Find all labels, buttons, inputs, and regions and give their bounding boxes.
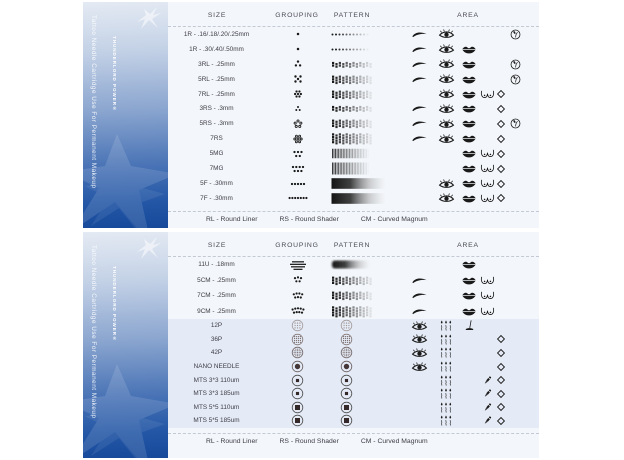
beauty-mark-icon	[492, 191, 510, 206]
legend-rs: RS - Round Shader	[279, 215, 339, 223]
size-label: MTS 3*3 185um	[193, 390, 240, 398]
area-icons	[408, 87, 539, 102]
eyebrow-icon	[410, 288, 428, 304]
pattern-checker-swatch	[330, 304, 410, 320]
lips-icon	[460, 161, 478, 176]
header-area: AREA	[457, 242, 479, 249]
table-row	[168, 191, 539, 206]
beauty-mark-icon	[492, 360, 510, 374]
pattern-checker-swatch	[330, 57, 410, 72]
header-grouping: GROUPING	[275, 242, 319, 249]
table-row	[168, 333, 539, 347]
table-row	[168, 360, 539, 374]
table-row	[168, 131, 539, 146]
area-icons	[408, 116, 539, 131]
table-row	[168, 161, 539, 176]
beauty-mark-icon	[492, 176, 510, 191]
dot-7-grouping-icon	[265, 87, 330, 102]
table-row	[168, 319, 539, 333]
header-size: SIZE	[207, 242, 227, 249]
panel-bottom	[0, 230, 624, 460]
legend-rl: RL - Round Liner	[206, 215, 258, 223]
eye-icon	[437, 116, 455, 131]
areola-icon	[478, 273, 496, 289]
lips-icon	[460, 304, 478, 320]
needle-stand-icon	[460, 319, 478, 333]
size-label: 1R - .30/.40/.50mm	[189, 45, 244, 53]
sidebar-caption: Tattoo Needle Cartridge Use For Permanent Makeup	[90, 15, 97, 189]
size-label: 36P	[210, 335, 223, 343]
eye-icon	[437, 72, 455, 87]
size-label: 9CM - .25mm	[197, 307, 236, 315]
header-grouping: GROUPING	[275, 12, 319, 19]
pattern-checker-swatch	[330, 131, 410, 146]
area-icons	[408, 304, 539, 320]
table-1	[168, 2, 539, 228]
area-icons	[408, 333, 539, 347]
eye-icon	[437, 191, 455, 206]
area-icons	[408, 102, 539, 117]
dot-1-grouping-icon	[265, 42, 330, 57]
table-row	[168, 304, 539, 320]
skin-drops-icon	[437, 373, 455, 387]
lips-icon	[460, 116, 478, 131]
eye-icon	[410, 319, 428, 333]
header-area: AREA	[457, 12, 479, 19]
pattern-icon-swatch	[330, 414, 420, 428]
dot-7ring-grouping-icon	[265, 131, 330, 146]
eye-icon	[410, 333, 428, 347]
area-icons	[408, 176, 539, 191]
area-icons	[408, 288, 539, 304]
header-size: SIZE	[207, 12, 227, 19]
table-row	[168, 273, 539, 289]
table-row	[168, 401, 539, 415]
area-icons	[408, 257, 539, 273]
pattern-stripes-swatch	[330, 161, 410, 176]
mag-7-grouping-icon	[265, 161, 330, 176]
sidebar	[83, 232, 168, 458]
beauty-mark-icon	[492, 87, 510, 102]
cm-7-grouping-icon	[265, 288, 330, 304]
table-row	[168, 373, 539, 387]
size-label: 7RS	[210, 135, 223, 143]
pattern-checker-swatch	[330, 87, 410, 102]
size-label: 5RS - .3mm	[199, 120, 234, 128]
sidebar	[83, 2, 168, 228]
mts-3-grouping-icon	[265, 373, 330, 387]
beauty-mark-icon	[492, 346, 510, 360]
mts-5-grouping-icon	[265, 414, 330, 428]
size-label: 5MG	[209, 150, 224, 158]
table-header	[168, 239, 539, 257]
pattern-solid-swatch	[330, 191, 410, 206]
size-label: 3RS - .3mm	[199, 105, 234, 113]
skin-drops-icon	[437, 319, 455, 333]
dot-1-grouping-icon	[265, 27, 330, 42]
lips-icon	[460, 273, 478, 289]
p-36-grouping-icon	[265, 333, 330, 347]
pattern-icon-swatch	[330, 319, 420, 333]
pattern-icon-swatch	[330, 387, 420, 401]
eye-icon	[437, 57, 455, 72]
hair-follicle-icon	[506, 27, 524, 42]
lips-icon	[460, 191, 478, 206]
table-row	[168, 57, 539, 72]
size-label: 11U - .18mm	[198, 261, 235, 269]
lips-icon	[460, 42, 478, 57]
lips-icon	[460, 102, 478, 117]
header-pattern: PATTERN	[333, 12, 371, 19]
pattern-icon-swatch	[330, 333, 420, 347]
p-12-grouping-icon	[265, 319, 330, 333]
beauty-mark-icon	[492, 161, 510, 176]
eyebrow-icon	[410, 131, 428, 146]
eye-icon	[410, 346, 428, 360]
area-icons	[408, 57, 539, 72]
eye-icon	[437, 131, 455, 146]
table-row	[168, 27, 539, 42]
p-42-grouping-icon	[265, 346, 330, 360]
pattern-checker-swatch	[330, 102, 410, 117]
size-label: 42P	[210, 349, 223, 357]
size-label: 3RL - .25mm	[198, 60, 235, 68]
table-2	[168, 232, 539, 458]
lips-icon	[460, 72, 478, 87]
table-row	[168, 87, 539, 102]
areola-icon	[478, 304, 496, 320]
eye-icon	[437, 42, 455, 57]
watermark-logo-icon	[83, 134, 168, 228]
lips-icon	[460, 146, 478, 161]
area-icons	[408, 191, 539, 206]
area-icons	[408, 131, 539, 146]
size-label: 7MG	[209, 165, 224, 173]
table-row	[168, 346, 539, 360]
pattern-solid-swatch	[330, 176, 410, 191]
pattern-smudge-swatch	[330, 257, 410, 273]
table-row	[168, 102, 539, 117]
pattern-checker-swatch	[330, 273, 410, 289]
area-icons	[408, 346, 539, 360]
beauty-mark-icon	[492, 401, 510, 415]
flat-5-grouping-icon	[265, 176, 330, 191]
watermark-logo-icon	[83, 364, 168, 458]
table-row	[168, 414, 539, 428]
table-row	[168, 387, 539, 401]
eye-icon	[437, 87, 455, 102]
eyebrow-icon	[410, 273, 428, 289]
dot-5ring-grouping-icon	[265, 116, 330, 131]
area-icons	[408, 42, 539, 57]
size-label: 7CM - .25mm	[197, 292, 236, 300]
lips-icon	[460, 176, 478, 191]
pattern-checker-swatch	[330, 72, 410, 87]
area-icons	[408, 401, 539, 415]
pattern-icon-swatch	[330, 401, 420, 415]
size-label: 7F - .30mm	[200, 194, 233, 202]
lines-grouping-icon	[265, 257, 330, 273]
area-icons	[408, 414, 539, 428]
cm-5-grouping-icon	[265, 273, 330, 289]
beauty-mark-icon	[492, 414, 510, 428]
mts-5-grouping-icon	[265, 401, 330, 415]
sidebar-brand: THUNDERLORD POWER®	[112, 266, 117, 342]
legend	[168, 433, 539, 445]
size-label: MTS 5*5 185um	[193, 417, 240, 425]
beauty-mark-icon	[492, 333, 510, 347]
beauty-mark-icon	[492, 131, 510, 146]
skin-drops-icon	[437, 346, 455, 360]
skin-drops-icon	[437, 387, 455, 401]
skin-drops-icon	[437, 414, 455, 428]
area-icons	[408, 161, 539, 176]
eyebrow-icon	[410, 42, 428, 57]
size-label: MTS 3*3 110um	[193, 376, 240, 384]
eyebrow-icon	[410, 27, 428, 42]
area-icons	[408, 72, 539, 87]
hair-follicle-icon	[506, 57, 524, 72]
lips-icon	[460, 288, 478, 304]
pattern-icon-swatch	[330, 360, 420, 374]
table-row	[168, 146, 539, 161]
area-icons	[408, 373, 539, 387]
area-icons	[408, 387, 539, 401]
areola-icon	[478, 288, 496, 304]
pattern-stripes-swatch	[330, 146, 410, 161]
eyebrow-icon	[410, 102, 428, 117]
lips-icon	[460, 257, 478, 273]
size-label: 5RL - .25mm	[198, 75, 235, 83]
eyebrow-icon	[410, 116, 428, 131]
eye-icon	[410, 360, 428, 374]
sidebar-caption: Tattoo Needle Cartridge Use For Permanent Makeup	[90, 245, 97, 419]
dot-5x-grouping-icon	[265, 72, 330, 87]
eye-icon	[437, 27, 455, 42]
legend-rl: RL - Round Liner	[206, 437, 258, 445]
flat-7-grouping-icon	[265, 191, 330, 206]
eye-icon	[437, 102, 455, 117]
eyebrow-icon	[410, 304, 428, 320]
hair-follicle-icon	[506, 116, 524, 131]
size-label: MTS 5*5 110um	[193, 403, 240, 411]
skin-drops-icon	[437, 333, 455, 347]
table-row	[168, 257, 539, 273]
pattern-dots-swatch	[330, 27, 410, 42]
area-icons	[408, 319, 539, 333]
size-label: 5CM - .25mm	[197, 276, 236, 284]
nano-grouping-icon	[265, 360, 330, 374]
beauty-mark-icon	[492, 146, 510, 161]
mag-5-grouping-icon	[265, 146, 330, 161]
eyebrow-icon	[410, 72, 428, 87]
pattern-checker-swatch	[330, 288, 410, 304]
table-row	[168, 42, 539, 57]
size-label: NANO NEEDLE	[193, 363, 240, 371]
beauty-mark-icon	[492, 102, 510, 117]
pattern-icon-swatch	[330, 373, 420, 387]
size-label: 7RL - .25mm	[198, 90, 235, 98]
hair-follicle-icon	[506, 72, 524, 87]
eye-icon	[437, 176, 455, 191]
area-icons	[408, 273, 539, 289]
lips-icon	[460, 87, 478, 102]
table-row	[168, 72, 539, 87]
table-rows	[168, 27, 539, 206]
pattern-checker-swatch	[330, 116, 410, 131]
skin-drops-icon	[437, 360, 455, 374]
size-label: 12P	[210, 322, 223, 330]
header-pattern: PATTERN	[333, 242, 371, 249]
table-row	[168, 116, 539, 131]
lips-icon	[460, 131, 478, 146]
legend-cm: CM - Curved Magnum	[360, 215, 428, 223]
skin-drops-icon	[437, 401, 455, 415]
brand-logo-icon	[135, 237, 161, 259]
mts-3-grouping-icon	[265, 387, 330, 401]
table-row	[168, 288, 539, 304]
pattern-icon-swatch	[330, 346, 420, 360]
area-icons	[408, 360, 539, 374]
table-row	[168, 176, 539, 191]
beauty-mark-icon	[492, 373, 510, 387]
table-rows	[168, 257, 539, 428]
dot-3s-grouping-icon	[265, 102, 330, 117]
sidebar-brand: THUNDERLORD POWER®	[112, 36, 117, 112]
brand-logo-icon	[135, 7, 161, 29]
beauty-mark-icon	[492, 387, 510, 401]
cm-9-grouping-icon	[265, 304, 330, 320]
lips-icon	[460, 57, 478, 72]
size-label: 1R - .16/.18/.20/.25mm	[183, 30, 250, 38]
pattern-dots-swatch	[330, 42, 410, 57]
area-icons	[408, 27, 539, 42]
legend-cm: CM - Curved Magnum	[360, 437, 428, 445]
eyebrow-icon	[410, 57, 428, 72]
size-label: 5F - .30mm	[200, 180, 233, 188]
dot-3-grouping-icon	[265, 57, 330, 72]
area-icons	[408, 146, 539, 161]
table-header	[168, 9, 539, 27]
legend	[168, 211, 539, 223]
legend-rs: RS - Round Shader	[279, 437, 339, 445]
